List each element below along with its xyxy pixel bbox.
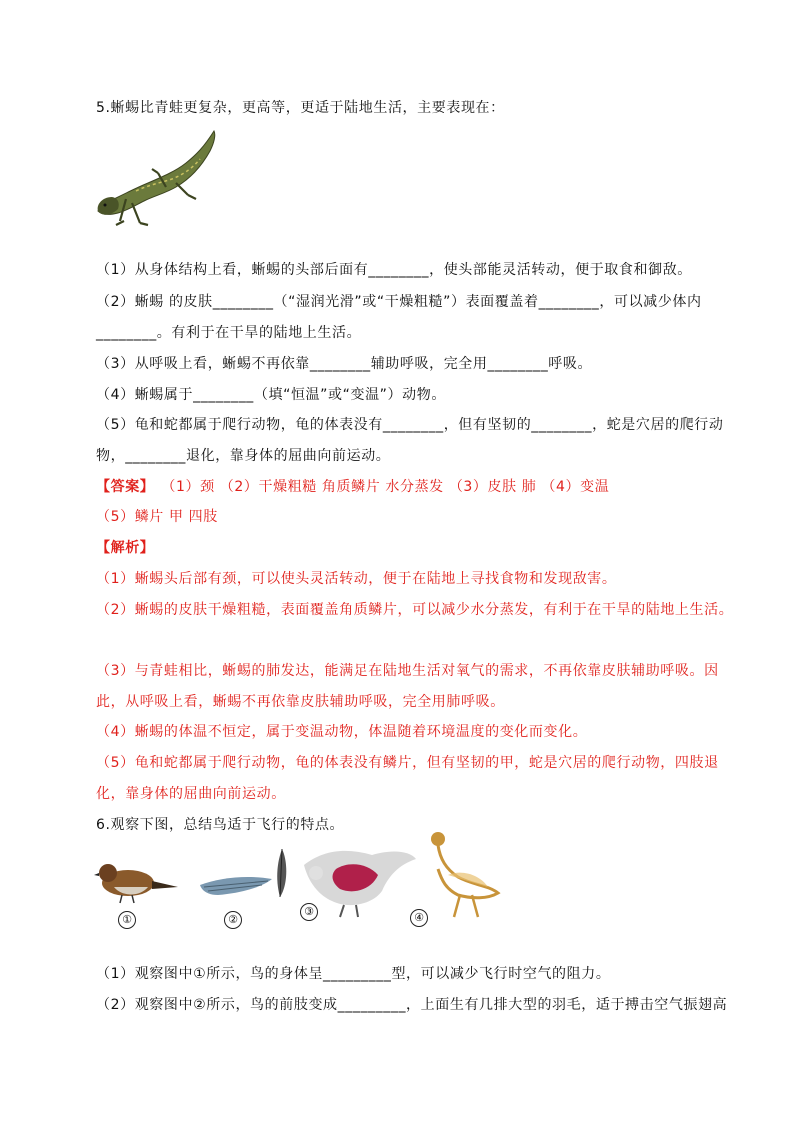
bird-skeleton-image	[431, 832, 498, 917]
answer-text-1: （1）颈 （2）干燥粗糙 角质鳞片 水分蒸发 （3）皮肤 肺 （4）变温	[168, 479, 610, 495]
bird-figure	[92, 825, 512, 935]
figure-label-2: ②	[224, 911, 242, 929]
analysis-label: 【解析】	[96, 540, 155, 556]
q6-title: 6.观察下图，总结鸟适于飞行的特点。	[96, 817, 345, 833]
sparrow-image	[94, 864, 178, 903]
q5-item-2-cont: ________。有利于在干旱的陆地上生活。	[96, 325, 362, 341]
q5-item-5-cont: 物，________退化，靠身体的屈曲向前运动。	[96, 448, 391, 464]
figure-label-1: ①	[118, 911, 136, 929]
analysis-line-5: （4）蜥蜴的体温不恒定，属于变温动物，体温随着环境温度的变化而变化。	[96, 724, 588, 740]
figure-label-4: ④	[410, 909, 428, 927]
analysis-line-2: （2）蜥蜴的皮肤干燥粗糙，表面覆盖角质鳞片，可以减少水分蒸发，有利于在干旱的陆地上生活。	[96, 602, 734, 618]
answer-line-1	[96, 477, 609, 497]
q5-item-5: （5）龟和蛇都属于爬行动物，龟的体表没有________，但有坚韧的________，蛇是穴居的爬行动	[96, 417, 724, 433]
q6-item-2: （2）观察图中②所示，鸟的前肢变成_________，上面生有几排大型的羽毛，适于搏击空气振翅高	[96, 997, 728, 1013]
q5-item-1: （1）从身体结构上看，蜥蜴的头部后面有________，使头部能灵活转动，便于取食和御敌。	[96, 262, 692, 278]
answer-line-2: （5）鳞片 甲 四肢	[96, 509, 218, 525]
q5-item-2: （2）蜥蜴 的皮肤________（“湿润光滑”或“干燥粗糙”）表面覆盖着________，可以减少体内	[96, 294, 702, 310]
wing-image	[200, 877, 272, 895]
bird-lungs-image	[304, 851, 416, 917]
analysis-line-6: （5）龟和蛇都属于爬行动物，龟的体表没有鳞片，但有坚韧的甲，蛇是穴居的爬行动物，四肢退	[96, 755, 719, 771]
q5-item-4: （4）蜥蜴属于________（填“恒温”或“变温”）动物。	[96, 387, 446, 403]
q5-title: 5.蜥蜴比青蛙更复杂，更高等，更适于陆地生活，主要表现在：	[96, 100, 505, 116]
analysis-line-7: 化，靠身体的屈曲向前运动。	[96, 786, 286, 802]
q6-item-1: （1）观察图中①所示，鸟的身体呈_________型，可以减少飞行时空气的阻力。	[96, 966, 611, 982]
feather-image	[277, 849, 286, 897]
figure-label-3: ③	[300, 903, 318, 921]
lizard-image	[96, 125, 224, 235]
analysis-line-3: （3）与青蛙相比，蜥蜴的肺发达，能满足在陆地生活对氧气的需求，不再依靠皮肤辅助呼吸。因	[96, 663, 719, 679]
analysis-line-1: （1）蜥蜴头后部有颈，可以使头灵活转动，便于在陆地上寻找食物和发现敌害。	[96, 571, 617, 587]
answer-label: 【答案】	[96, 479, 155, 495]
q5-item-3: （3）从呼吸上看，蜥蜴不再依靠________辅助呼吸，完全用________呼吸。	[96, 356, 593, 372]
analysis-line-4: 此，从呼吸上看，蜥蜴不再依靠皮肤辅助呼吸，完全用肺呼吸。	[96, 694, 505, 710]
